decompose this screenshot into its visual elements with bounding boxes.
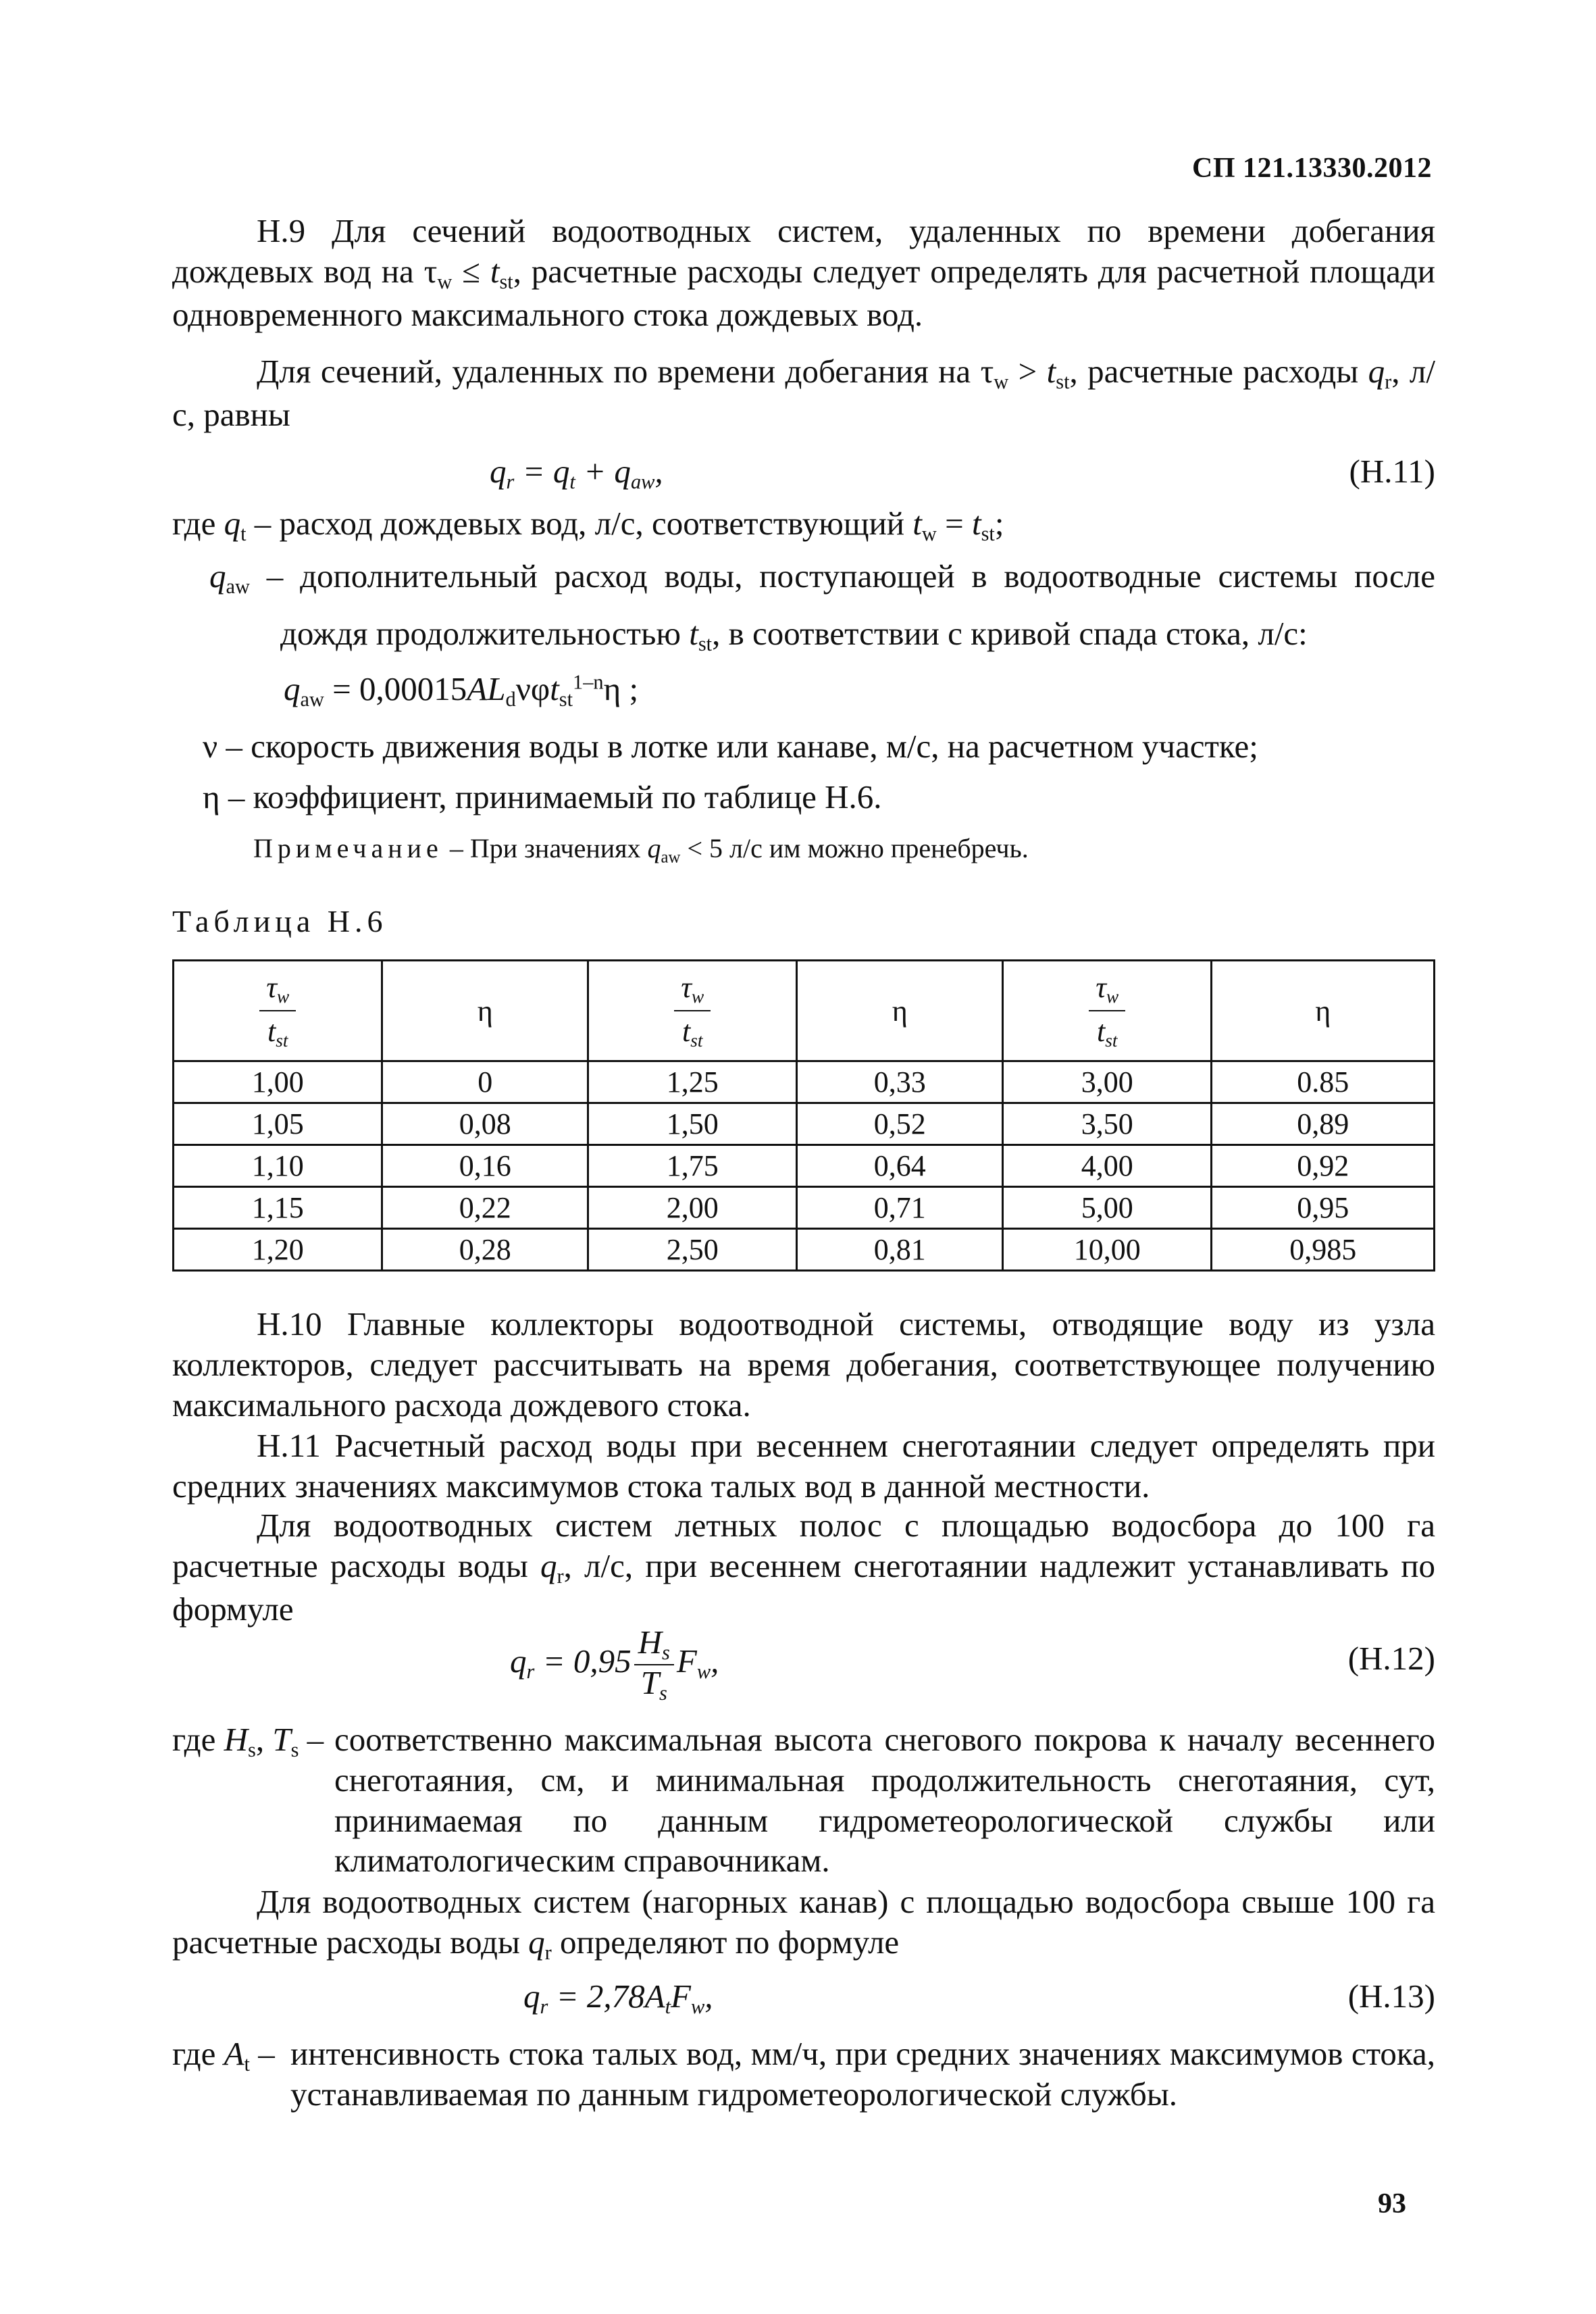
- definition-at: [172, 2034, 1435, 2115]
- equation-h12-denominator: $T_s$: [640, 1664, 667, 1705]
- table-cell: 0,33: [797, 1061, 1002, 1103]
- header-eta-2: η: [797, 961, 1002, 1061]
- paragraph-h11: Н.11 Расчетный расход воды при весеннем снеготаянии следует определять при средних значениях максимумов стока талых вод в данной местности.: [172, 1427, 1435, 1505]
- table-cell: 0,28: [382, 1229, 588, 1271]
- table-cell: 0,16: [382, 1145, 588, 1187]
- table-cell: 1,20: [174, 1229, 382, 1271]
- table-cell: 0,95: [1212, 1187, 1435, 1229]
- table-cell: 1,25: [588, 1061, 796, 1103]
- equation-qaw: $q_{aw} = 0,00015AL_d\nu\varphi t_{st}^{1-n}\eta$ ;: [284, 670, 639, 711]
- header-ratio-3: $\frac{\tau_w}{t_{st}}$: [1002, 961, 1212, 1061]
- table-cell: 0,52: [797, 1103, 1002, 1145]
- equation-h13: [172, 1976, 1435, 2023]
- paragraph-h9: Н.9 Для сечений водоотводных систем, удаленных по времени добегания дождевых вод на $\tau_w \le t_{st}$, расчетные расходы следует определять для расчетной площади одновременного максимального стока дождевых вод.: [172, 212, 1435, 333]
- note-text: – При значениях $q_{aw} < 5$ л/с им можно пренебречь.: [442, 833, 1029, 867]
- equation-h12-right: $F_w$,: [676, 1642, 719, 1684]
- table-cell: 1,05: [174, 1103, 382, 1145]
- paragraph-sections: Для сечений, удаленных по времени добегания на $\tau_w > t_{st}$, расчетные расходы $q_r$, л/с, равны: [172, 353, 1435, 434]
- equation-h13-formula: $q_r = 2,78A_tF_w$,: [523, 1978, 713, 2019]
- table-cell: 4,00: [1002, 1145, 1212, 1187]
- definition-v: ν – скорость движения воды в лотке или канаве, м/с, на расчетном участке;: [203, 728, 1258, 765]
- definition-hs-label: где $H_s$, $T_s$ –: [172, 1721, 324, 1762]
- table-cell: 0,22: [382, 1187, 588, 1229]
- table-header-row: [174, 961, 1435, 1061]
- equation-h11-formula: $q_r = q_t + q_{aw}$,: [490, 453, 663, 494]
- equation-h12-number: (Н.12): [1347, 1640, 1435, 1677]
- table-h6: [172, 959, 1435, 1272]
- document-header: СП 121.13330.2012: [1192, 153, 1432, 184]
- header-eta-1: η: [382, 961, 588, 1061]
- table-cell: 1,00: [174, 1061, 382, 1103]
- equation-h13-number: (Н.13): [1347, 1978, 1435, 2015]
- table-cell: 0,985: [1212, 1229, 1435, 1271]
- equation-h11-number: (Н.11): [1349, 453, 1435, 490]
- definition-hs-text: соответственно максимальная высота снегового покрова к началу весеннего снеготаяния, см, и минимальная продолжительность снеготаяния, сут, принимаемая по данным гидрометеорологической службы или климатологическим справочникам.: [334, 1721, 1435, 1880]
- paragraph-h10: Н.10 Главные коллекторы водоотводной системы, отводящие воду из узла коллекторов, следует рассчитывать на время добегания, соответствующее получению максимального расхода дождевого стока.: [172, 1305, 1435, 1424]
- table-cell: 0,81: [797, 1229, 1002, 1271]
- equation-h12-left: $q_r = 0,95$: [510, 1642, 632, 1684]
- table-cell: 0,89: [1212, 1103, 1435, 1145]
- definition-hs: [172, 1719, 1435, 1881]
- header-eta-3: η: [1212, 961, 1435, 1061]
- equation-h12: [172, 1618, 1435, 1713]
- table-cell: 5,00: [1002, 1187, 1212, 1229]
- header-ratio-1: $\frac{\tau_w}{t_{st}}$: [174, 961, 382, 1061]
- definition-at-text: интенсивность стока талых вод, мм/ч, при средних значениях максимумов стока, устанавливаемая по данным гидрометеорологической службы.: [290, 2035, 1435, 2113]
- note: [253, 832, 1435, 867]
- paragraph-summer: Для водоотводных систем летных полос с площадью водосбора до 100 га расчетные расходы воды $q_r$, л/с, при весеннем снеготаянии надлежит устанавливать по формуле: [172, 1507, 1435, 1628]
- table-cell: 0: [382, 1061, 588, 1103]
- page-number: 93: [1378, 2188, 1406, 2219]
- equation-h12-numerator: $H_s$: [634, 1625, 674, 1665]
- note-label: Примечание: [253, 833, 443, 863]
- table-cell: 2,00: [588, 1187, 796, 1229]
- table-cell: 3,50: [1002, 1103, 1212, 1145]
- table-row: [174, 1145, 1435, 1187]
- table-cell: 1,10: [174, 1145, 382, 1187]
- definition-at-label: где $A_t$ –: [172, 2035, 275, 2076]
- table-body: [174, 1061, 1435, 1271]
- table-cell: 0,92: [1212, 1145, 1435, 1187]
- header-ratio-2: $\frac{\tau_w}{t_{st}}$: [588, 961, 796, 1061]
- definition-eta: η – коэффициент, принимаемый по таблице Н.6.: [203, 778, 882, 815]
- table-cell: 1,15: [174, 1187, 382, 1229]
- table-cell: 1,50: [588, 1103, 796, 1145]
- definition-qt: где $q_t$ – расход дождевых вод, л/с, соответствующий $t_w = t_{st}$;: [172, 505, 1004, 546]
- table-cell: 0,08: [382, 1103, 588, 1145]
- paragraph-upland: Для водоотводных систем (нагорных канав) с площадью водосбора свыше 100 га расчетные расходы воды $q_r$ определяют по формуле: [172, 1883, 1435, 1964]
- definition-qaw-line2: дождя продолжительностью $t_{st}$, в соответствии с кривой спада стока, л/с:: [280, 615, 1308, 656]
- table-cell: 2,50: [588, 1229, 796, 1271]
- equation-h11: [172, 451, 1435, 499]
- table-row: [174, 1187, 1435, 1229]
- table-row: [174, 1061, 1435, 1103]
- equation-h12-formula: [510, 1625, 719, 1705]
- table-row: [174, 1229, 1435, 1271]
- table-cell: 0.85: [1212, 1061, 1435, 1103]
- table-cell: 0,64: [797, 1145, 1002, 1187]
- table-caption: Таблица Н.6: [172, 904, 388, 938]
- table-cell: 1,75: [588, 1145, 796, 1187]
- definition-qaw-line1: $q_{aw}$ – дополнительный расход воды, поступающей в водоотводные системы после: [209, 557, 1435, 599]
- table-cell: 0,71: [797, 1187, 1002, 1229]
- table-cell: 10,00: [1002, 1229, 1212, 1271]
- table-cell: 3,00: [1002, 1061, 1212, 1103]
- table-row: [174, 1103, 1435, 1145]
